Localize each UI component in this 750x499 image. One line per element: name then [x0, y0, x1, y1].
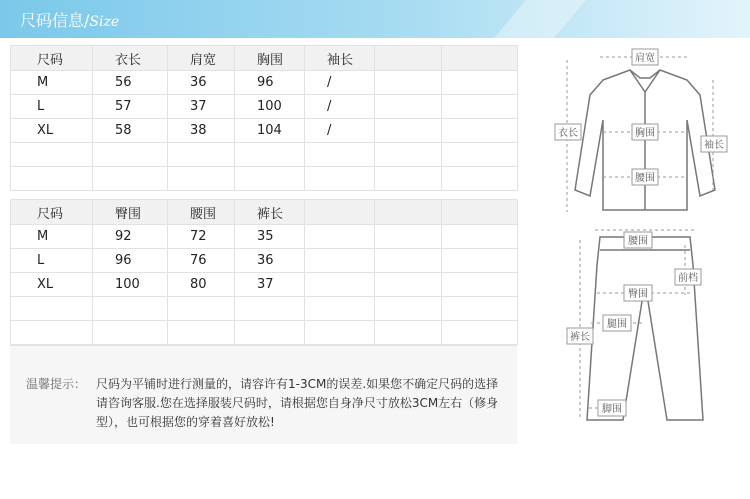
table-cell: 96 [93, 249, 168, 273]
pants-waist-label: 腰围 [628, 236, 648, 247]
table-cell [375, 273, 442, 297]
table-cell [93, 143, 168, 167]
table-row [11, 249, 518, 273]
table-cell: M [11, 71, 93, 95]
table-row [11, 167, 518, 191]
header-cell: 胸围 [235, 46, 305, 71]
table-cell [235, 143, 305, 167]
header-cell: 腰围 [168, 200, 235, 225]
pants-rise-label: 前档 [678, 273, 698, 284]
title-en: Size [89, 14, 120, 30]
notes-text: 尺码为平铺时进行测量的，请容许有1-3CM的误差.如果您不确定尺码的选择请咨询客服.您在选择服装尺码时，请根据您自身净尺寸放松3CM左右（修身型），也可根据您的穿着喜好放松! [96, 377, 499, 429]
table-cell [235, 297, 305, 321]
table-cell: 100 [93, 273, 168, 297]
table-cell: 36 [168, 71, 235, 95]
header-cell [375, 200, 442, 225]
table-cell [375, 249, 442, 273]
table-cell: / [305, 95, 375, 119]
table-cell [305, 225, 375, 249]
table-row [11, 71, 518, 95]
pants-hip-label: 臀围 [628, 289, 648, 300]
pants-diagram [545, 225, 745, 435]
table-cell [305, 297, 375, 321]
notes-panel [10, 345, 517, 444]
table-row [11, 143, 518, 167]
header-cell: 袖长 [305, 46, 375, 71]
header-cell: 衣长 [93, 46, 168, 71]
header-row [11, 46, 518, 71]
table-cell [11, 297, 93, 321]
table-cell [442, 321, 518, 345]
table-cell [305, 249, 375, 273]
table-cell [11, 321, 93, 345]
table-row [11, 273, 518, 297]
header-cell [375, 46, 442, 71]
bottom-size-table [10, 199, 518, 345]
table-cell [168, 143, 235, 167]
header-cell: 裤长 [235, 200, 305, 225]
table-cell: 38 [168, 119, 235, 143]
table-cell [375, 95, 442, 119]
pants-leg-label: 脚围 [602, 404, 622, 415]
table-cell [442, 273, 518, 297]
title-cn: 尺码信息/ [20, 11, 90, 30]
header-cell: 尺码 [11, 46, 93, 71]
table-cell [11, 143, 93, 167]
table-cell [375, 297, 442, 321]
table-cell [442, 249, 518, 273]
header-cell: 肩宽 [168, 46, 235, 71]
shirt-waist-label: 腰围 [635, 173, 655, 184]
table-cell [442, 119, 518, 143]
table-cell [168, 167, 235, 191]
table-cell [375, 119, 442, 143]
table-cell: / [305, 71, 375, 95]
table-cell [11, 167, 93, 191]
table-cell [442, 71, 518, 95]
table-cell: 58 [93, 119, 168, 143]
shirt-sleeve-label: 袖长 [704, 140, 724, 151]
table-cell [442, 167, 518, 191]
table-cell: 80 [168, 273, 235, 297]
table-cell [442, 95, 518, 119]
table-cell: 100 [235, 95, 305, 119]
table-cell [235, 167, 305, 191]
table-cell [442, 225, 518, 249]
shirt-chest-label: 胸围 [635, 128, 655, 139]
table-cell: 37 [235, 273, 305, 297]
table-cell: 72 [168, 225, 235, 249]
table-cell: M [11, 225, 93, 249]
section-header [0, 0, 750, 38]
section-title [20, 8, 119, 31]
header-cell: 臀围 [93, 200, 168, 225]
table-cell [168, 321, 235, 345]
table-cell: L [11, 95, 93, 119]
header-cell [442, 200, 518, 225]
table-cell [305, 321, 375, 345]
table-cell [93, 297, 168, 321]
header-stripe [494, 0, 586, 38]
table-cell [305, 167, 375, 191]
pants-length-label: 裤长 [570, 332, 590, 343]
header-cell: 尺码 [11, 200, 93, 225]
table-cell [305, 143, 375, 167]
pants-thigh-label: 腿围 [607, 319, 627, 330]
table-cell: 56 [93, 71, 168, 95]
table-cell [168, 297, 235, 321]
header-row [11, 200, 518, 225]
table-cell [442, 297, 518, 321]
table-cell: XL [11, 273, 93, 297]
header-cell [305, 200, 375, 225]
table-cell [305, 273, 375, 297]
table-cell: 35 [235, 225, 305, 249]
table-cell: XL [11, 119, 93, 143]
table-cell: 104 [235, 119, 305, 143]
table-cell: 37 [168, 95, 235, 119]
shirt-shoulder-label: 肩宽 [635, 53, 655, 64]
table-row [11, 225, 518, 249]
table-cell [375, 167, 442, 191]
table-cell: 96 [235, 71, 305, 95]
table-cell [93, 321, 168, 345]
table-row [11, 119, 518, 143]
table-cell: 57 [93, 95, 168, 119]
table-cell: 36 [235, 249, 305, 273]
table-cell: 92 [93, 225, 168, 249]
table-cell [375, 71, 442, 95]
table-cell [235, 321, 305, 345]
table-cell: 76 [168, 249, 235, 273]
table-cell [375, 321, 442, 345]
table-row [11, 297, 518, 321]
notes-label: 温馨提示： [26, 377, 87, 391]
table-cell: / [305, 119, 375, 143]
table-cell [442, 143, 518, 167]
header-cell [442, 46, 518, 71]
table-cell [375, 225, 442, 249]
table-cell [375, 143, 442, 167]
shirt-length-label: 衣长 [558, 128, 578, 139]
table-row [11, 321, 518, 345]
table-cell: L [11, 249, 93, 273]
table-cell [93, 167, 168, 191]
top-size-table [10, 45, 518, 191]
table-row [11, 95, 518, 119]
